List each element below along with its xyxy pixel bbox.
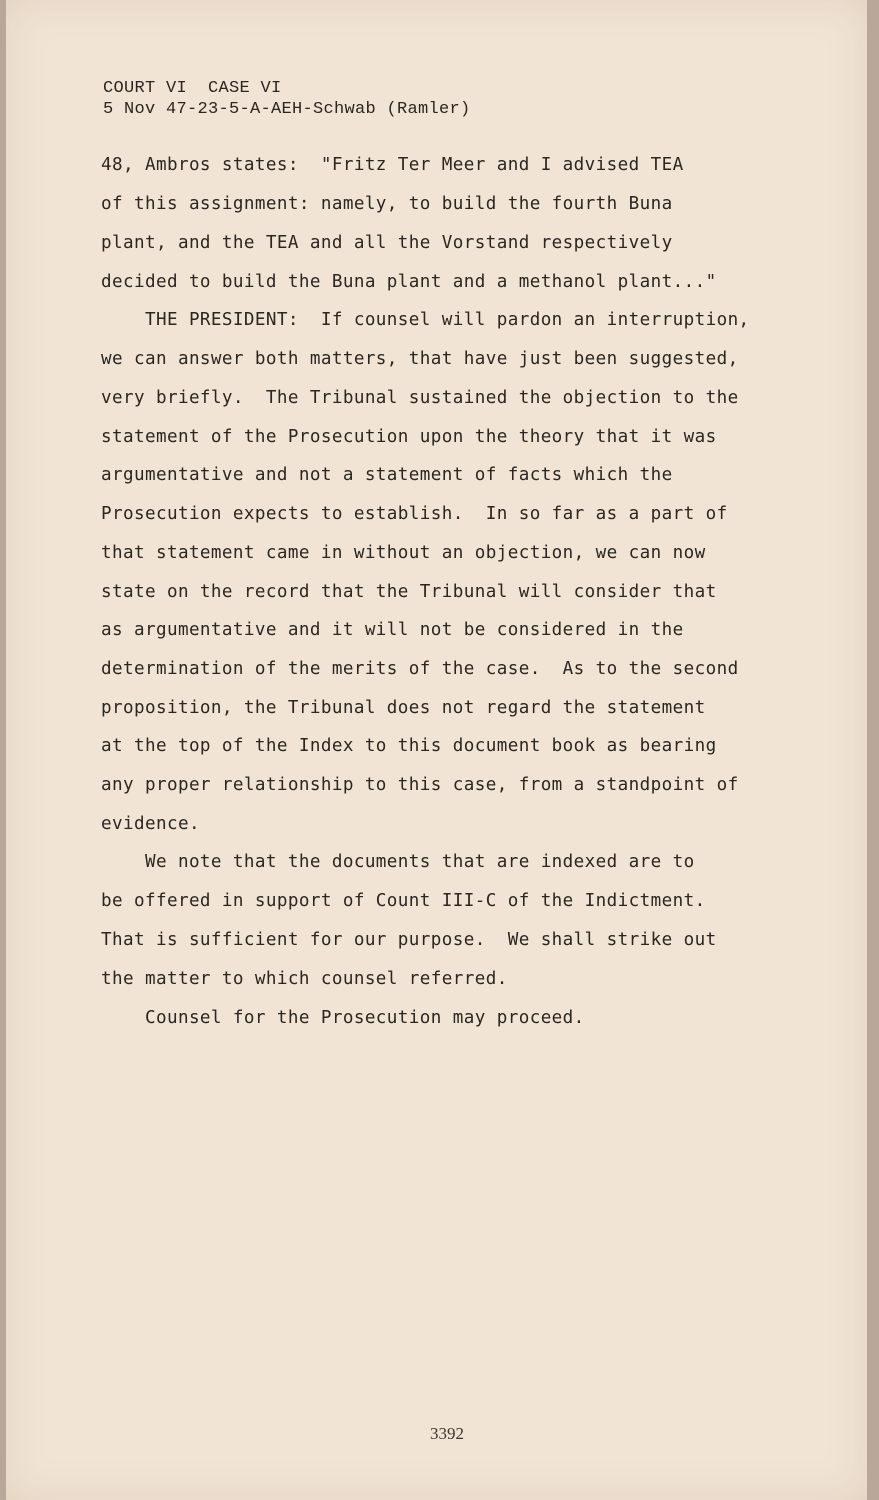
page-number: 3392 <box>430 1424 464 1443</box>
body-line: We note that the documents that are indexed are to <box>101 852 695 872</box>
body-line: 48, Ambros states: "Fritz Ter Meer and I advised TEA <box>101 155 684 175</box>
body-line: that statement came in without an objection, we can now <box>101 543 706 563</box>
body-line: very briefly. The Tribunal sustained the objection to the <box>101 388 739 408</box>
body-line: THE PRESIDENT: If counsel will pardon an interruption, <box>101 310 750 330</box>
body-line: of this assignment: namely, to build the fourth Buna <box>101 194 673 214</box>
body-line: any proper relationship to this case, from a standpoint of <box>101 775 739 795</box>
body-line: we can answer both matters, that have just been suggested, <box>101 349 739 369</box>
body-line: be offered in support of Count III-C of the Indictment. <box>101 891 706 911</box>
body-line: state on the record that the Tribunal will consider that <box>101 582 717 602</box>
header-session-info: 5 Nov 47-23-5-A-AEH-Schwab (Ramler) <box>103 100 471 119</box>
body-line: argumentative and not a statement of facts which the <box>101 465 673 485</box>
body-line: Counsel for the Prosecution may proceed. <box>101 1008 585 1028</box>
body-line: the matter to which counsel referred. <box>101 969 508 989</box>
body-line: as argumentative and it will not be considered in the <box>101 620 684 640</box>
body-line: evidence. <box>101 814 200 834</box>
body-line: determination of the merits of the case. As to the second <box>101 659 739 679</box>
document-page <box>6 0 867 1500</box>
body-line: plant, and the TEA and all the Vorstand respectively <box>101 233 673 253</box>
body-line: proposition, the Tribunal does not regard the statement <box>101 698 706 718</box>
body-line: That is sufficient for our purpose. We shall strike out <box>101 930 717 950</box>
body-line: statement of the Prosecution upon the theory that it was <box>101 427 717 447</box>
body-line: decided to build the Buna plant and a methanol plant..." <box>101 272 717 292</box>
document-header <box>103 78 471 120</box>
header-court-case: COURT VI CASE VI <box>103 79 282 98</box>
body-line: at the top of the Index to this document book as bearing <box>101 736 717 756</box>
body-line: Prosecution expects to establish. In so far as a part of <box>101 504 728 524</box>
